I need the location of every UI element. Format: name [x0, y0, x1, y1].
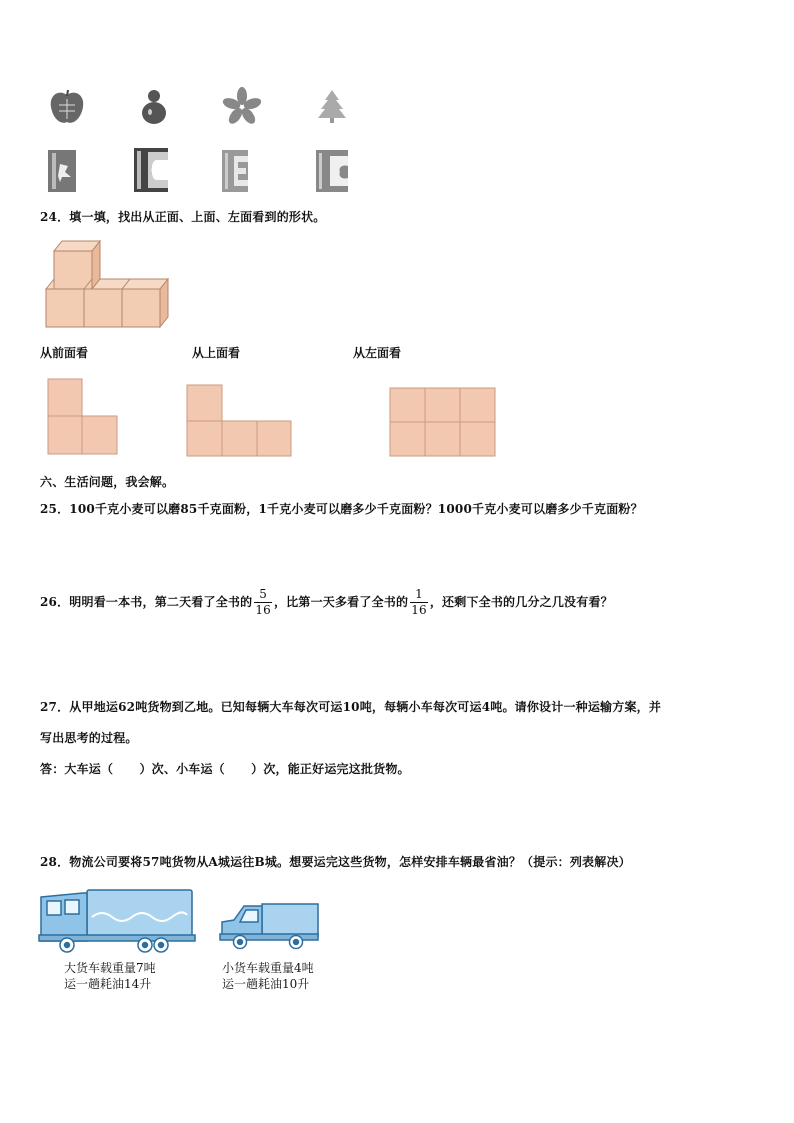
small-truck-caption-2: 运一趟耗油10升 — [222, 977, 310, 991]
question-24: 24．填一填，找出从正面、上面、左面看到的形状。 — [40, 210, 326, 224]
shape-tree-icon — [315, 88, 349, 124]
small-truck-caption-1: 小货车载重量4吨 — [222, 961, 314, 975]
left-view-shape — [389, 387, 497, 457]
question-27-line1: 27．从甲地运62吨货物到乙地。已知每辆大车每次可运10吨，每辆小车每次可运4吨。请你设计一种运输方案，并 — [40, 700, 662, 714]
fraction-1-16 — [410, 587, 428, 618]
question-27-answer: 答：大车运（ ）次、小车运（ ）次，能正好运完这批货物。 — [40, 762, 410, 776]
view-label-top: 从上面看 — [192, 346, 241, 360]
view-label-left: 从左面看 — [353, 346, 402, 360]
fraction-1-denominator: 16 — [255, 603, 271, 617]
view-label-front: 从前面看 — [40, 346, 89, 360]
shape-cut-paper-e-1-icon — [48, 150, 78, 192]
question-26-part1: 26．明明看一本书，第二天看了全书的 — [40, 595, 253, 609]
shape-cut-paper-c-icon — [134, 148, 168, 192]
section-6-title: 六、生活问题，我会解。 — [40, 475, 175, 489]
big-truck-caption-1: 大货车载重量7吨 — [64, 961, 156, 975]
top-view-shape — [186, 384, 294, 458]
question-26-part3: ，还剩下全书的几分之几没有看？ — [429, 595, 613, 609]
fraction-2-denominator: 16 — [411, 603, 427, 617]
question-26 — [40, 587, 613, 618]
shape-cut-paper-e-3-icon — [316, 150, 350, 192]
shape-apple-icon — [47, 87, 87, 127]
shape-cut-paper-e-2-icon — [222, 150, 252, 192]
big-truck-image — [37, 885, 197, 957]
shape-flower-icon — [222, 87, 262, 127]
shape-gourd-icon — [137, 86, 171, 126]
front-view-shape — [47, 378, 119, 456]
fraction-2-numerator: 1 — [410, 587, 428, 603]
fraction-5-16 — [254, 587, 272, 618]
cube-stack-3d — [40, 235, 175, 330]
big-truck-caption-2: 运一趟耗油14升 — [64, 977, 152, 991]
fraction-1-numerator: 5 — [254, 587, 272, 603]
question-26-part2: ，比第一天多看了全书的 — [273, 595, 409, 609]
question-27-line2: 写出思考的过程。 — [40, 731, 138, 745]
small-truck-image — [218, 898, 322, 952]
question-28: 28．物流公司要将57吨货物从A城运往B城。想要运完这些货物，怎样安排车辆最省油？（提示：列表解决） — [40, 855, 631, 869]
question-25: 25．100千克小麦可以磨85千克面粉，1千克小麦可以磨多少千克面粉？1000千克小麦可以磨多少千克面粉？ — [40, 502, 643, 516]
